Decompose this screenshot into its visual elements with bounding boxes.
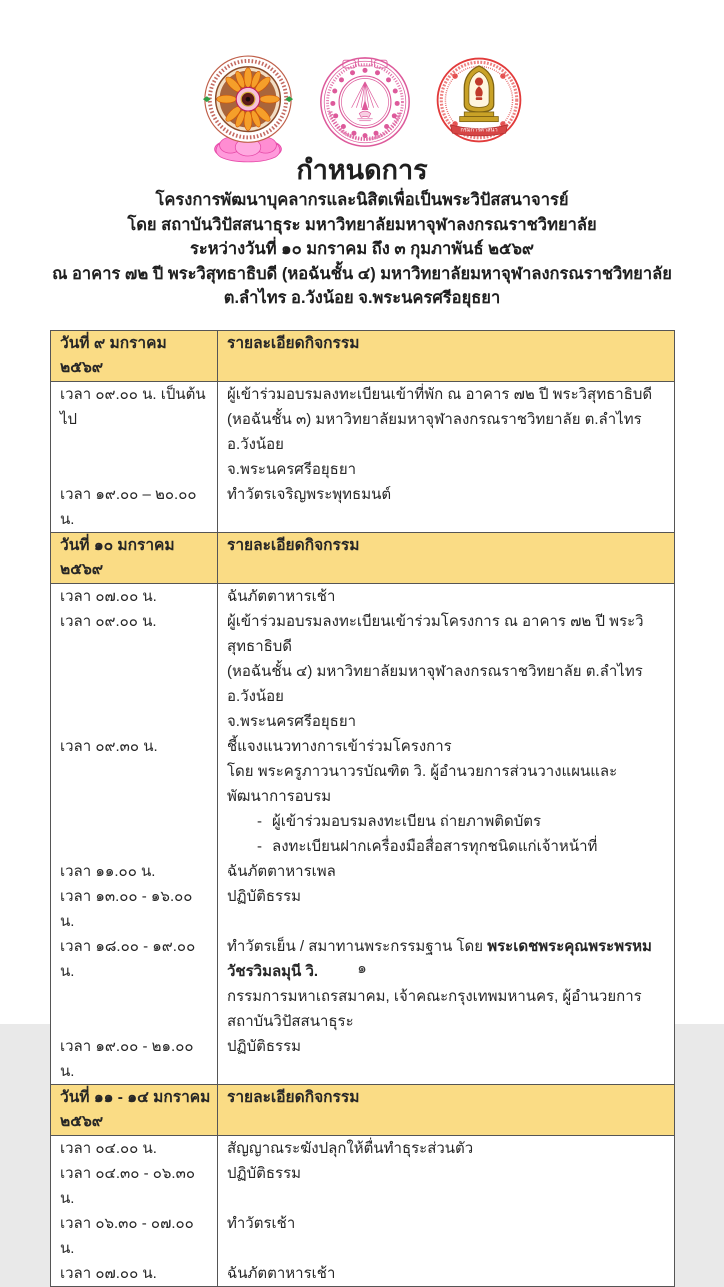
schedule-row <box>51 584 674 609</box>
time-cell: เวลา ๐๗.๐๐ น. <box>51 1261 218 1286</box>
activity-line: ทำวัตรเจริญพระพุทธมนต์ <box>227 486 392 503</box>
schedule-row <box>51 1034 674 1084</box>
schedule-row <box>51 934 674 1034</box>
activity-line: ทำวัตรเช้า <box>227 1215 296 1232</box>
schedule-row <box>51 1261 674 1286</box>
subtitle-line: โดย สถาบันวิปัสสนาธุระ มหาวิทยาลัยมหาจุฬาลงกรณราชวิทยาลัย <box>127 215 597 234</box>
activity-cell <box>218 734 674 859</box>
schedule-row <box>51 1211 674 1261</box>
activity-line: สัญญาณระฆังปลุกให้ตื่นทำธุระส่วนตัว <box>227 1140 474 1157</box>
time-cell: เวลา ๑๙.๐๐ - ๒๑.๐๐ น. <box>51 1034 218 1084</box>
section-header-row <box>51 331 674 382</box>
page-number: ๑ <box>357 960 367 977</box>
section-header-row <box>51 1084 674 1136</box>
time-cell: เวลา ๐๖.๓๐ - ๐๗.๐๐ น. <box>51 1211 218 1261</box>
activity-line: จ.พระนครศรีอยุธยา <box>227 461 357 478</box>
monk-name-bold: พระเดชพระคุณพระพรหมวัชรวิมลมุนี วิ. <box>227 938 652 980</box>
activity-line: ฉันภัตตาหารเช้า <box>227 588 336 605</box>
subtitle-line: ต.ลำไทร อ.วังน้อย จ.พระนครศรีอยุธยา <box>223 289 501 308</box>
activity-cell <box>218 1261 674 1286</box>
schedule-table <box>50 330 675 1287</box>
subtitle-line: โครงการพัฒนาบุคลากรและนิสิตเพื่อเป็นพระวิปัสสนาจารย์ <box>155 191 569 209</box>
activity-line: กรรมการมหาเถรสมาคม, เจ้าคณะกรุงเทพมหานคร, ผู้อำนวยการสถาบันวิปัสสนาธุระ <box>227 988 642 1030</box>
activity-bullet-line <box>227 809 665 834</box>
activity-line: (หอฉันชั้น ๓) มหาวิทยาลัยมหาจุฬาลงกรณราชวิทยาลัย ต.ลำไทร อ.วังน้อย <box>227 411 642 453</box>
activity-cell <box>218 584 674 609</box>
time-cell: เวลา ๐๙.๓๐ น. <box>51 734 218 859</box>
activity-cell <box>218 1034 674 1084</box>
bullet-text: ผู้เข้าร่วมอบรมลงทะเบียน ถ่ายภาพติดบัตร <box>272 813 542 830</box>
detail-header-cell: รายละเอียดกิจกรรม <box>218 331 674 382</box>
activity-line: (หอฉันชั้น ๔) มหาวิทยาลัยมหาจุฬาลงกรณราชวิทยาลัย ต.ลำไทร อ.วังน้อย <box>227 663 643 705</box>
time-cell: เวลา ๐๔.๓๐ - ๐๖.๓๐ น. <box>51 1161 218 1211</box>
activity-line: ฉันภัตตาหารเช้า <box>227 1265 336 1282</box>
schedule-section-day2 <box>51 532 674 1084</box>
schedule-row <box>51 609 674 734</box>
schedule-row <box>51 1161 674 1211</box>
time-cell: เวลา ๑๙.๐๐ – ๒๐.๐๐ น. <box>51 482 218 532</box>
bullet-text: ลงทะเบียนฝากเครื่องมือสื่อสารทุกชนิดแก่เจ้าหน้าที่ <box>272 838 598 855</box>
activity-line: ชี้แจงแนวทางการเข้าร่วมโครงการ <box>227 738 452 755</box>
religious-affairs-banner-text: กรมการศาสนา <box>460 127 498 134</box>
page-title: กำหนดการ <box>296 155 428 185</box>
time-cell: เวลา ๐๔.๐๐ น. <box>51 1136 218 1161</box>
activity-cell <box>218 859 674 884</box>
section-header-row <box>51 532 674 584</box>
activity-cell <box>218 482 674 532</box>
time-cell: เวลา ๐๙.๐๐ น. <box>51 609 218 734</box>
activity-cell <box>218 1136 674 1161</box>
activity-cell <box>218 934 674 1034</box>
date-header-cell: วันที่ ๑๐ มกราคม ๒๕๖๙ <box>51 532 218 584</box>
schedule-section-day1 <box>51 331 674 532</box>
schedule-row <box>51 884 674 934</box>
activity-line: ปฏิบัติธรรม <box>227 1165 302 1182</box>
document-subtitle-block <box>0 188 724 311</box>
mcu-university-seal-icon <box>317 54 413 150</box>
schedule-row <box>51 482 674 532</box>
time-cell: เวลา ๐๙.๐๐ น. เป็นต้นไป <box>51 382 218 482</box>
schedule-section-day3 <box>51 1084 674 1286</box>
activity-cell <box>218 1161 674 1211</box>
activity-line: ปฏิบัติธรรม <box>227 888 302 905</box>
time-cell: เวลา ๑๓.๐๐ - ๑๖.๐๐ น. <box>51 884 218 934</box>
date-header-cell: วันที่ ๑๑ - ๑๔ มกราคม ๒๕๖๙ <box>51 1084 218 1136</box>
subtitle-line: ระหว่างวันที่ ๑๐ มกราคม ถึง ๓ กุมภาพันธ์ ๒๕๖๙ <box>189 240 535 259</box>
detail-header-cell: รายละเอียดกิจกรรม <box>218 1084 674 1136</box>
activity-line: ผู้เข้าร่วมอบรมลงทะเบียนเข้าที่พัก ณ อาคาร ๗๒ ปี พระวิสุทธาธิบดี <box>227 386 653 403</box>
dash-bullet: - <box>257 813 262 830</box>
activity-cell <box>218 1211 674 1261</box>
activity-cell <box>218 609 674 734</box>
activity-cell <box>218 382 674 482</box>
date-header-cell: วันที่ ๙ มกราคม ๒๕๖๙ <box>51 331 218 382</box>
dash-bullet: - <box>257 838 262 855</box>
activity-line: จ.พระนครศรีอยุธยา <box>227 713 357 730</box>
schedule-row <box>51 859 674 884</box>
mcu-dhamma-wheel-lotus-logo-icon <box>199 54 297 162</box>
detail-header-cell: รายละเอียดกิจกรรม <box>218 532 674 584</box>
schedule-row <box>51 1136 674 1161</box>
schedule-row <box>51 382 674 482</box>
activity-cell <box>218 884 674 934</box>
activity-text: ทำวัตรเย็น / สมาทานพระกรรมฐาน โดย <box>227 938 488 955</box>
activity-bullet-line <box>227 834 665 859</box>
religious-affairs-seal-icon <box>433 54 525 146</box>
subtitle-line: ณ อาคาร ๗๒ ปี พระวิสุทธาธิบดี (หอฉันชั้น ๔) มหาวิทยาลัยมหาจุฬาลงกรณราชวิทยาลัย <box>52 264 672 283</box>
activity-line: ผู้เข้าร่วมอบรมลงทะเบียนเข้าร่วมโครงการ ณ อาคาร ๗๒ ปี พระวิสุทธาธิบดี <box>227 613 644 655</box>
time-cell: เวลา ๑๘.๐๐ - ๑๙.๐๐ น. <box>51 934 218 1034</box>
activity-line: ปฏิบัติธรรม <box>227 1038 302 1055</box>
time-cell: เวลา ๑๑.๐๐ น. <box>51 859 218 884</box>
activity-line: โดย พระครูภาวนาวรบัณฑิต วิ. ผู้อำนวยการส่วนวางแผนและพัฒนาการอบรม <box>227 763 618 805</box>
schedule-row <box>51 734 674 859</box>
logo-row <box>0 54 724 162</box>
time-cell: เวลา ๐๗.๐๐ น. <box>51 584 218 609</box>
activity-line: ฉันภัตตาหารเพล <box>227 863 336 880</box>
